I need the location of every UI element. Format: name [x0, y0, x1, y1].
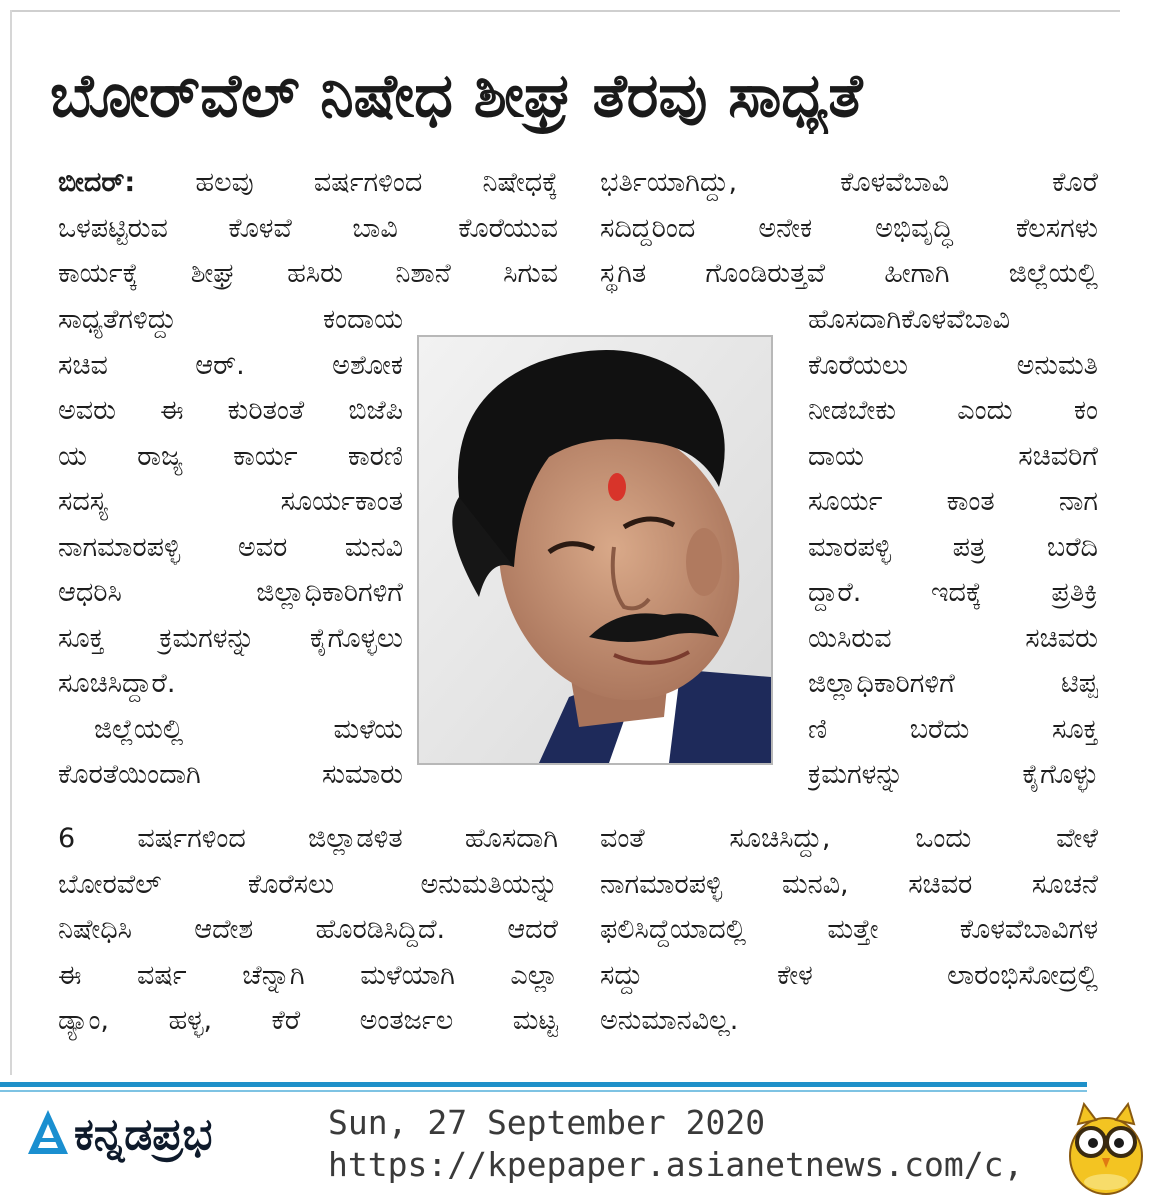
article-line: ಸ್ಥಗಿತ ಗೊಂಡಿರುತ್ತವೆ ಹೀಗಾಗಿ ಜಿಲ್ಲೆಯಲ್ಲಿ — [600, 258, 1098, 289]
article-line: ಸಾಧ್ಯತೆಗಳಿದ್ದು ಕಂದಾಯ — [58, 304, 403, 335]
article-headline: ಬೋರ್‌ವೆಲ್ ನಿಷೇಧ ಶೀಘ್ರ ತೆರವು ಸಾಧ್ಯತೆ — [50, 61, 863, 131]
article-line: ನೀಡಬೇಕು ಎಂದು ಕಂ — [808, 395, 1098, 426]
edition-date: Sun, 27 September 2020 — [328, 1103, 766, 1142]
article-line: ಕೊರತೆಯಿಂದಾಗಿ ಸುಮಾರು — [58, 759, 403, 790]
article-line: ಸದ್ದು ಕೇಳ ಲಾರಂಭಿಸೋದ್ರಲ್ಲಿ — [600, 959, 1098, 991]
article-line: ಹೊಸದಾಗಿಕೊಳವೆಬಾವಿ — [808, 304, 1011, 335]
top-rule — [10, 10, 1120, 12]
article-line-text: ಹಲವು ವರ್ಷಗಳಿಂದ ನಿಷೇಧಕ್ಕೆ — [135, 167, 558, 198]
article-line: ಸೂಚಿಸಿದ್ದಾರೆ. — [58, 668, 176, 699]
article-line: ಜಿಲ್ಲೆಯಲ್ಲಿ ಮಳೆಯ — [94, 713, 403, 745]
article-column-right-bottom — [600, 816, 1098, 1044]
article-line: ಸೂಕ್ತ ಕ್ರಮಗಳನ್ನು ಕೈಗೊಳ್ಳಲು — [58, 622, 403, 654]
article-line: ಭರ್ತಿಯಾಗಿದ್ದು, ಕೊಳವೆಬಾವಿ ಕೊರೆ — [600, 167, 1098, 198]
article-line: ಒಳಪಟ್ಟಿರುವ ಕೊಳವೆ ಬಾವಿ ಕೊರೆಯುವ — [58, 212, 558, 244]
article-column-left-top — [58, 160, 558, 297]
article-line: ಅನುಮಾನವಿಲ್ಲ. — [600, 1005, 739, 1036]
article-line: ಬೋರವೆಲ್ ಕೊರೆಸಲು ಅನುಮತಿಯನ್ನು — [58, 868, 558, 900]
edition-url[interactable]: https://kpepaper.asianetnews.com/c, — [328, 1145, 1024, 1184]
article-line: ಕ್ರಮಗಳನ್ನು ಕೈಗೊಳ್ಳು — [808, 759, 1098, 790]
newspaper-logo: ಕನ್ನಡಪ್ರಭ — [74, 1109, 213, 1160]
article-line: ಸದಸ್ಯ ಸೂರ್ಯಕಾಂತ — [58, 486, 403, 517]
article-column-right-top — [600, 160, 1098, 297]
article-line: ಯಿಸಿರುವ ಸಚಿವರು — [808, 622, 1098, 654]
article-line: ಸದಿದ್ದರಿಂದ ಅನೇಕ ಅಭಿವೃದ್ಧಿ ಕೆಲಸಗಳು — [600, 212, 1098, 244]
article-line: ವಂತೆ ಸೂಚಿಸಿದ್ದು, ಒಂದು ವೇಳೆ — [600, 823, 1098, 854]
article-column-right-middle — [808, 297, 1098, 798]
article-line: ಅವರು ಈ ಕುರಿತಂತೆ ಬಿಜೆಪಿ — [58, 395, 403, 426]
left-rule — [10, 10, 12, 1075]
article-column-left-middle — [58, 297, 403, 798]
article-line: ಕೊರೆಯಲು ಅನುಮತಿ — [808, 349, 1098, 381]
article-line: ಡ್ಯಾಂ, ಹಳ್ಳ, ಕೆರೆ ಅಂತರ್ಜಲ ಮಟ್ಟ — [58, 1005, 558, 1036]
owl-mascot-icon — [1064, 1096, 1148, 1196]
article-line: 6 ವರ್ಷಗಳಿಂದ ಜಿಲ್ಲಾಡಳಿತ ಹೊಸದಾಗಿ — [58, 823, 558, 854]
article-line: ದಾಯ ಸಚಿವರಿಗೆ — [808, 440, 1098, 472]
article-line: ನಾಗಮಾರಪಳ್ಳಿ ಅವರ ಮನವಿ — [58, 531, 403, 563]
article-line: ಸಚಿವ ಆರ್. ಅಶೋಕ — [58, 349, 403, 381]
asianet-triangle-logo-icon — [26, 1108, 70, 1156]
article-line: ಣಿ ಬರೆದು ಸೂಕ್ತ — [808, 713, 1098, 745]
article-line: ಮಾರಪಳ್ಳಿ ಪತ್ರ ಬರೆದಿ — [808, 531, 1098, 563]
footer-rule-thin — [0, 1090, 1087, 1092]
article-line — [58, 160, 558, 206]
article-line: ನಾಗಮಾರಪಳ್ಳಿ ಮನವಿ, ಸಚಿವರ ಸೂಚನೆ — [600, 868, 1098, 900]
article-line: ದ್ದಾರೆ. ಇದಕ್ಕೆ ಪ್ರತಿಕ್ರಿ — [808, 577, 1098, 608]
article-line: ಆಧರಿಸಿ ಜಿಲ್ಲಾಧಿಕಾರಿಗಳಿಗೆ — [58, 577, 403, 608]
footer-rule — [0, 1082, 1087, 1087]
article-column-left-bottom — [58, 816, 558, 1044]
article-line: ಸೂರ್ಯ ಕಾಂತ ನಾಗ — [808, 486, 1098, 517]
article-line: ಈ ವರ್ಷ ಚೆನ್ನಾಗಿ ಮಳೆಯಾಗಿ ಎಲ್ಲಾ — [58, 959, 558, 991]
article-line: ಫಲಿಸಿದ್ದೆಯಾದಲ್ಲಿ ಮತ್ತೇ ಕೊಳವೆಬಾವಿಗಳ — [600, 914, 1098, 945]
article-line: ಕಾರ್ಯಕ್ಕೆ ಶೀಘ್ರ ಹಸಿರು ನಿಶಾನೆ ಸಿಗುವ — [58, 258, 558, 289]
article-dateline: ಬೀದರ್: — [58, 167, 136, 198]
portrait-photo — [417, 335, 773, 765]
article-line: ಜಿಲ್ಲಾಧಿಕಾರಿಗಳಿಗೆ ಟಿಪ್ಪ — [808, 668, 1098, 699]
article-line: ಯ ರಾಜ್ಯ ಕಾರ್ಯ ಕಾರಣಿ — [58, 440, 403, 472]
portrait-illustration — [419, 337, 771, 763]
article-line: ನಿಷೇಧಿಸಿ ಆದೇಶ ಹೊರಡಿಸಿದ್ದಿದೆ. ಆದರೆ — [58, 914, 558, 945]
